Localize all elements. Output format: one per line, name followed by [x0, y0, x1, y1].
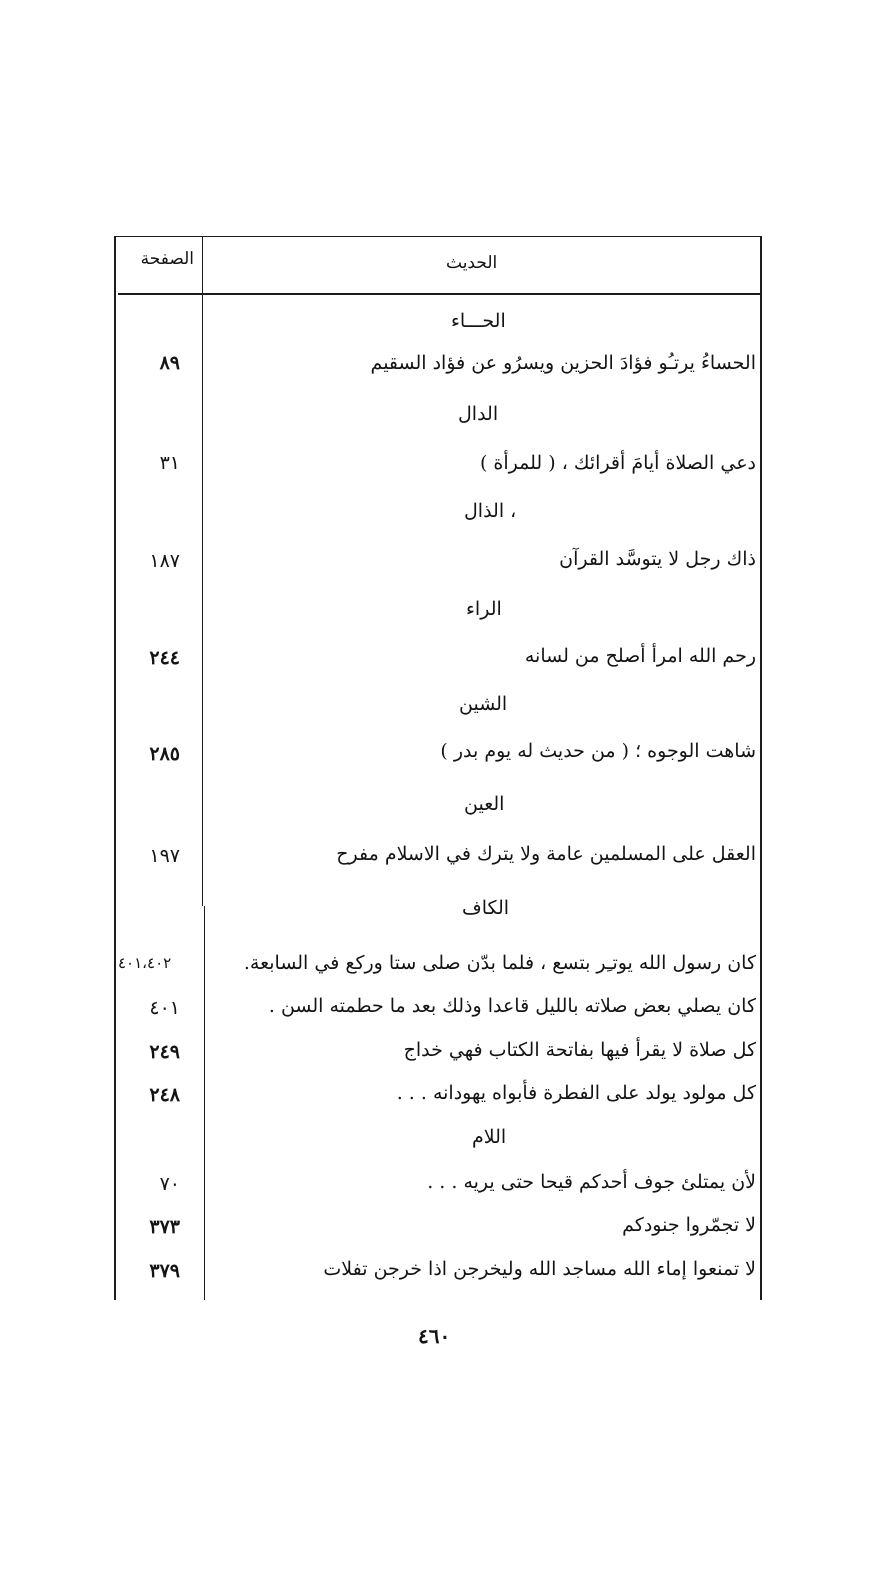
hadith-text: رحم الله امرأ أصلح من لسانه — [524, 645, 756, 667]
hadith-text: كان رسول الله يوتـِر بتسع ، فلما بدّن صلى ستا وركع في السابعة. — [243, 952, 756, 974]
hadith-text: كل صلاة لا يقرأ فيها بفاتحة الكتاب فهي خداج — [403, 1039, 756, 1061]
table-top-rule — [114, 236, 762, 237]
hadith-text: الحساءُ يرتـُو فؤادَ الحزين ويسرُو عن فؤاد السقيم — [370, 352, 756, 374]
page-number: ٨٩ — [159, 352, 180, 374]
page-number: ١٨٧ — [149, 550, 180, 572]
hadith-text: العقل على المسلمين عامة ولا يترك في الاسلام مفرح — [336, 843, 756, 865]
page-column-header: الصفحة — [140, 249, 194, 269]
hadith-text: دعي الصلاة أيامَ أقرائك ، ( للمرأة ) — [479, 452, 756, 474]
page-number: ٤٠١ — [149, 997, 180, 1019]
hadith-text: لا تمنعوا إماء الله مساجد الله وليخرجن اذا خرجن تفلات — [323, 1258, 756, 1280]
section-heading-dal: الدال — [458, 403, 499, 425]
section-heading-lam: اللام — [472, 1126, 507, 1148]
hadith-text: كان يصلي بعض صلاته بالليل قاعدا وذلك بعد ما حطمته السن . — [268, 995, 756, 1017]
hadith-text: لا تجمّروا جنودكم — [622, 1214, 756, 1236]
page-number: ٢٨٥ — [149, 743, 180, 765]
section-heading-raa: الراء — [466, 598, 502, 620]
section-heading-ayn: العين — [464, 793, 505, 815]
header-rule — [118, 293, 762, 295]
hadith-column-header: الحديث — [446, 253, 498, 273]
hadith-text: ذاك رجل لا يتوسَّد القرآن — [559, 548, 756, 570]
page-number: ١٩٧ — [149, 845, 180, 867]
section-heading-shin: الشين — [459, 693, 508, 715]
section-heading-dhal: ، الذال — [464, 500, 517, 522]
hadith-text: لأن يمتلئ جوف أحدكم قيحا حتى يريه . . . — [427, 1171, 756, 1193]
page-number: ٣٧٣ — [149, 1216, 180, 1238]
folio-page-number: ٤٦٠ — [418, 1324, 451, 1348]
section-heading-kaf: الكاف — [462, 897, 510, 919]
section-heading-haa: الحـــاء — [451, 310, 506, 332]
page-number: ٤٠١،٤٠٢ — [118, 954, 172, 972]
column-divider — [202, 236, 203, 906]
hadith-text: كل مولود يولد على الفطرة فأبواه يهودانه . . . — [396, 1082, 756, 1104]
column-divider-lower — [204, 906, 205, 1300]
page-number: ٣٧٩ — [149, 1260, 180, 1282]
table-left-border — [114, 236, 116, 1300]
hadith-text: شاهت الوجوه ؛ ( من حديث له يوم بدر ) — [440, 740, 756, 762]
page-number: ٧٠ — [159, 1173, 180, 1195]
page-number: ٢٤٤ — [149, 647, 180, 669]
table-right-border — [760, 236, 762, 1300]
page-number: ٢٤٨ — [149, 1084, 180, 1106]
page-number: ٣١ — [159, 452, 180, 474]
page-number: ٢٤٩ — [149, 1041, 180, 1063]
